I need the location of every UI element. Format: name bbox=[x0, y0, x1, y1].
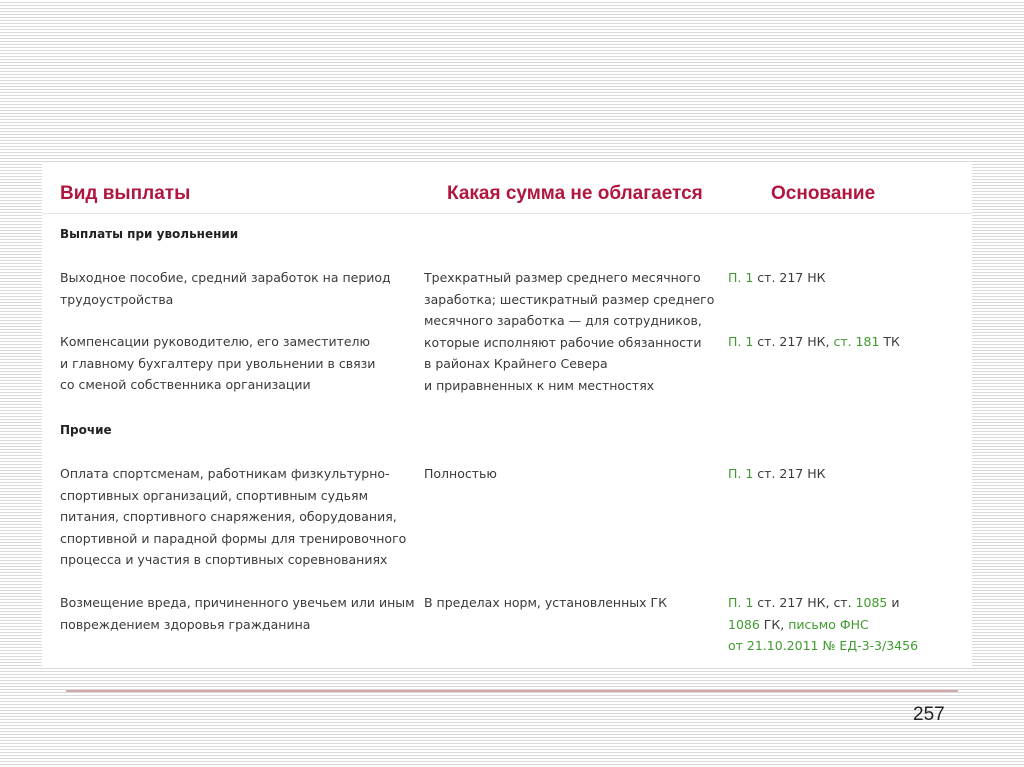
row1-desc-line: трудоустройства bbox=[60, 291, 174, 307]
basis-text: ТК bbox=[879, 334, 900, 349]
row4-desc-line: Возмещение вреда, причиненного увечьем или иным bbox=[60, 595, 415, 610]
section-other: Прочие bbox=[60, 423, 112, 437]
amount-line: заработка; шестикратный размер среднего bbox=[424, 291, 715, 307]
row4-basis-line bbox=[728, 614, 918, 636]
row3-desc-line: спортивных организаций, спортивным судьям bbox=[60, 487, 369, 503]
row4-basis-line bbox=[728, 592, 918, 614]
link-p1[interactable]: П. 1 bbox=[728, 595, 754, 610]
basis-text: ст. 217 НК bbox=[753, 466, 826, 481]
row3-amount: Полностью bbox=[424, 466, 497, 481]
row3-desc-line: спортивной и парадной формы для тренировочного bbox=[60, 530, 407, 546]
link-st181[interactable]: ст. 181 bbox=[833, 334, 880, 349]
row3-description bbox=[60, 463, 406, 571]
tax-table bbox=[42, 163, 972, 667]
section-dismissal: Выплаты при увольнении bbox=[60, 227, 239, 241]
basis-text: ГК, bbox=[759, 616, 789, 632]
row4-desc-line: повреждением здоровья гражданина bbox=[60, 616, 311, 632]
link-p1[interactable]: П. 1 bbox=[728, 466, 754, 481]
link-1085[interactable]: 1085 bbox=[855, 595, 888, 610]
header-exempt-amount: Какая сумма не облагается bbox=[447, 183, 703, 204]
amount-line: Трехкратный размер среднего месячного bbox=[424, 270, 701, 285]
row3-basis bbox=[728, 463, 826, 485]
footer-divider bbox=[66, 690, 958, 692]
amount-line: которые исполняют рабочие обязанности bbox=[424, 334, 702, 350]
row4-basis-line bbox=[728, 635, 918, 657]
row2-desc-line: Компенсации руководителю, его заместителю bbox=[60, 334, 371, 349]
row1-desc-line: Выходное пособие, средний заработок на период bbox=[60, 270, 391, 285]
row3-desc-line: питания, спортивного снаряжения, оборудования, bbox=[60, 509, 397, 524]
header-basis: Основание bbox=[771, 183, 876, 204]
basis-text: ст. 217 НК, ст. bbox=[753, 595, 856, 610]
row3-desc-line: Оплата спортсменам, работникам физкультурно- bbox=[60, 466, 390, 481]
link-p1[interactable]: П. 1 bbox=[728, 334, 754, 349]
link-p1[interactable]: П. 1 bbox=[728, 270, 754, 285]
basis-text: ст. 217 НК, bbox=[753, 334, 834, 349]
row4-basis bbox=[728, 592, 918, 657]
page-number: 257 bbox=[913, 704, 945, 725]
link-letter-date[interactable]: от 21.10.2011 № ЕД-3-3/3456 bbox=[728, 638, 919, 653]
amount-line: месячного заработка — для сотрудников, bbox=[424, 313, 702, 328]
row3-desc-line: процесса и участия в спортивных соревнованиях bbox=[60, 552, 388, 567]
row1-description bbox=[60, 267, 391, 310]
row2-desc-line: и главному бухгалтеру при увольнении в связи bbox=[60, 355, 376, 371]
shared-amount bbox=[424, 267, 714, 396]
amount-line: в районах Крайнего Севера bbox=[424, 356, 608, 371]
row2-desc-line: со сменой собственника организации bbox=[60, 377, 311, 392]
amount-line: и приравненных к ним местностях bbox=[424, 377, 655, 393]
row4-description bbox=[60, 592, 415, 635]
row4-amount: В пределах норм, установленных ГК bbox=[424, 595, 667, 610]
row2-basis bbox=[728, 331, 900, 353]
header-divider bbox=[42, 213, 972, 214]
link-fns-letter[interactable]: письмо ФНС bbox=[788, 616, 869, 632]
row2-description bbox=[60, 331, 375, 396]
row1-basis bbox=[728, 267, 826, 289]
basis-text: и bbox=[887, 595, 900, 610]
link-1086[interactable]: 1086 bbox=[728, 616, 760, 632]
header-payment-type: Вид выплаты bbox=[60, 183, 191, 204]
basis-text: ст. 217 НК bbox=[753, 270, 826, 285]
